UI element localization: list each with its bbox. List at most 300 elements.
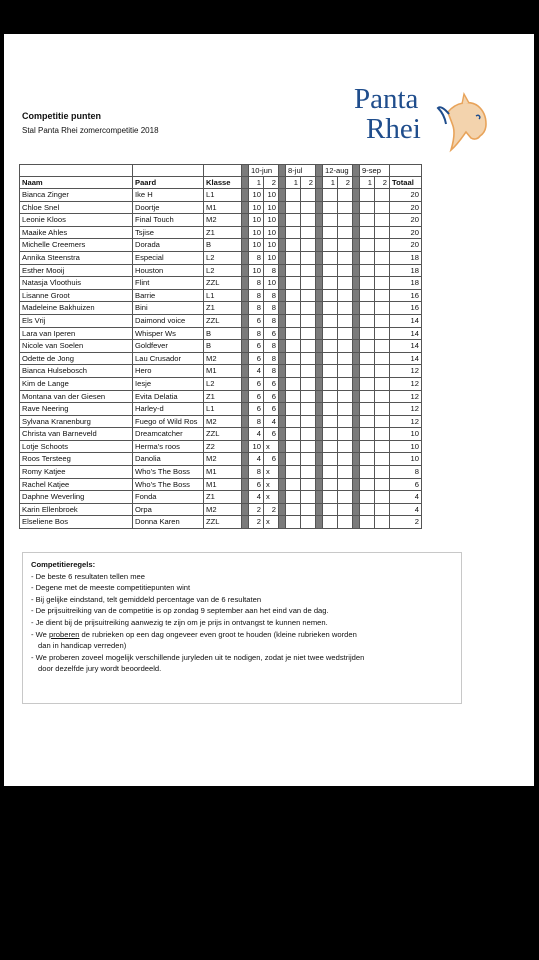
score-test-2	[301, 314, 316, 327]
score-test-2	[375, 201, 390, 214]
score-test-1	[286, 365, 301, 378]
score-test-1	[323, 214, 338, 227]
column-header-class: Klasse	[204, 177, 242, 189]
rider-name: Annika Steenstra	[20, 251, 133, 264]
score-test-1	[360, 251, 375, 264]
score-test-1	[323, 189, 338, 202]
score-test-1	[286, 289, 301, 302]
score-test-2: 8	[264, 365, 279, 378]
score-test-1	[286, 251, 301, 264]
round-separator	[279, 390, 286, 403]
total-points: 12	[390, 415, 422, 428]
round-separator	[316, 189, 323, 202]
score-test-1: 8	[249, 251, 264, 264]
horse-head-icon	[438, 94, 486, 150]
test-number: 1	[249, 177, 264, 189]
score-test-1	[286, 214, 301, 227]
round-separator	[316, 403, 323, 416]
rider-name: Natasja Vloothuis	[20, 277, 133, 290]
class-level: L2	[204, 377, 242, 390]
score-test-2	[301, 415, 316, 428]
round-separator	[242, 302, 249, 315]
table-row	[20, 327, 422, 340]
score-test-2	[375, 415, 390, 428]
total-points: 20	[390, 214, 422, 227]
score-test-2	[338, 201, 353, 214]
score-test-1	[360, 264, 375, 277]
score-test-1	[323, 277, 338, 290]
horse-name: Tsjise	[133, 226, 204, 239]
score-test-2	[375, 314, 390, 327]
score-test-1	[286, 277, 301, 290]
round-separator	[242, 352, 249, 365]
total-points: 12	[390, 365, 422, 378]
score-test-2	[301, 302, 316, 315]
horse-name: Final Touch	[133, 214, 204, 227]
round-separator	[353, 390, 360, 403]
horse-name: Who's The Boss	[133, 466, 204, 479]
table-row	[20, 189, 422, 202]
horse-name: Ike H	[133, 189, 204, 202]
score-test-1	[323, 226, 338, 239]
score-test-2	[338, 478, 353, 491]
score-test-2	[375, 466, 390, 479]
rider-name: Esther Mooij	[20, 264, 133, 277]
table-row	[20, 503, 422, 516]
table-row	[20, 264, 422, 277]
score-test-2	[375, 289, 390, 302]
round-separator	[316, 314, 323, 327]
score-test-1	[286, 466, 301, 479]
horse-name: Orpa	[133, 503, 204, 516]
rule-line: dan in handicap verreden)	[38, 641, 127, 651]
round-separator	[279, 365, 286, 378]
score-test-2	[375, 403, 390, 416]
score-test-1: 6	[249, 352, 264, 365]
competition-table	[19, 164, 422, 529]
score-test-1	[323, 239, 338, 252]
table-row	[20, 289, 422, 302]
score-test-2	[301, 478, 316, 491]
round-separator	[279, 177, 286, 189]
table-row	[20, 377, 422, 390]
total-points: 16	[390, 302, 422, 315]
horse-name: Fuego of Wild Ros	[133, 415, 204, 428]
table-row	[20, 277, 422, 290]
score-test-1	[286, 226, 301, 239]
score-test-2	[338, 377, 353, 390]
score-test-2	[338, 189, 353, 202]
rider-name: Romy Katjee	[20, 466, 133, 479]
round-separator	[316, 277, 323, 290]
score-test-2	[301, 327, 316, 340]
class-level: M1	[204, 365, 242, 378]
score-test-1	[360, 314, 375, 327]
score-test-1	[286, 390, 301, 403]
score-test-2: 6	[264, 327, 279, 340]
rule-line: - De prijsuitreiking van de competitie is op zondag 9 september aan het eind van de dag.	[31, 606, 329, 616]
horse-name: Evita Delatia	[133, 390, 204, 403]
score-test-1: 4	[249, 428, 264, 441]
rider-name: Odette de Jong	[20, 352, 133, 365]
score-test-2	[301, 390, 316, 403]
round-separator	[242, 491, 249, 504]
rider-name: Montana van der Giesen	[20, 390, 133, 403]
round-separator	[353, 478, 360, 491]
score-test-1	[286, 302, 301, 315]
score-test-2	[375, 226, 390, 239]
rider-name: Rachel Katjee	[20, 478, 133, 491]
rider-name: Roos Tersteeg	[20, 453, 133, 466]
horse-name: Whisper Ws	[133, 327, 204, 340]
round-separator	[242, 365, 249, 378]
score-test-2	[338, 226, 353, 239]
round-separator	[353, 165, 360, 177]
score-test-1	[286, 264, 301, 277]
round-separator	[316, 239, 323, 252]
round-separator	[279, 314, 286, 327]
round-separator	[316, 302, 323, 315]
rider-name: Rave Neering	[20, 403, 133, 416]
rule-text: de rubrieken op een dag ongeveer even groot te houden (kleine rubrieken worden	[79, 629, 357, 639]
table-row	[20, 415, 422, 428]
score-test-2	[375, 277, 390, 290]
round-separator	[353, 277, 360, 290]
score-test-2	[301, 466, 316, 479]
score-test-2	[338, 403, 353, 416]
score-test-1	[323, 516, 338, 529]
score-test-2: 8	[264, 340, 279, 353]
round-separator	[279, 516, 286, 529]
round-separator	[279, 453, 286, 466]
table-row	[20, 403, 422, 416]
score-test-1	[286, 428, 301, 441]
round-separator	[353, 226, 360, 239]
column-header-total: Totaal	[390, 177, 422, 189]
score-test-1	[323, 201, 338, 214]
score-test-2	[338, 491, 353, 504]
class-level: ZZL	[204, 314, 242, 327]
score-test-1: 2	[249, 503, 264, 516]
round-separator	[242, 503, 249, 516]
score-test-1	[286, 403, 301, 416]
score-test-2	[375, 302, 390, 315]
table-row	[20, 226, 422, 239]
score-test-1: 4	[249, 365, 264, 378]
total-points: 20	[390, 201, 422, 214]
score-test-1: 6	[249, 478, 264, 491]
round-separator	[353, 251, 360, 264]
score-test-2: 10	[264, 251, 279, 264]
score-test-2	[375, 377, 390, 390]
score-test-1	[323, 466, 338, 479]
score-test-1	[323, 377, 338, 390]
round-separator	[316, 415, 323, 428]
round-separator	[353, 516, 360, 529]
rider-name: Lisanne Groot	[20, 289, 133, 302]
rules-heading: Competitieregels:	[31, 560, 96, 569]
score-test-2	[301, 440, 316, 453]
score-test-1: 8	[249, 327, 264, 340]
round-separator	[353, 365, 360, 378]
score-test-2	[338, 327, 353, 340]
score-test-2	[301, 277, 316, 290]
horse-name: Goldfever	[133, 340, 204, 353]
page-subtitle: Stal Panta Rhei zomercompetitie 2018	[22, 126, 159, 135]
score-test-1: 6	[249, 390, 264, 403]
score-test-1: 6	[249, 314, 264, 327]
score-test-1	[323, 327, 338, 340]
score-test-2: 2	[264, 503, 279, 516]
score-test-1	[360, 277, 375, 290]
round-separator	[316, 377, 323, 390]
round-separator	[242, 415, 249, 428]
class-level: M1	[204, 466, 242, 479]
score-test-1	[323, 264, 338, 277]
round-separator	[242, 440, 249, 453]
rider-name: Michelle Creemers	[20, 239, 133, 252]
round-separator	[353, 340, 360, 353]
round-separator	[279, 491, 286, 504]
rule-text: - We	[31, 629, 50, 639]
score-test-1: 10	[249, 440, 264, 453]
score-test-2: 6	[264, 453, 279, 466]
score-test-2	[301, 264, 316, 277]
score-test-2: x	[264, 491, 279, 504]
table-row	[20, 239, 422, 252]
score-test-2: 10	[264, 214, 279, 227]
score-test-1	[323, 251, 338, 264]
score-test-2: 8	[264, 289, 279, 302]
class-level: L2	[204, 264, 242, 277]
header-blank	[390, 165, 422, 177]
score-test-1	[286, 327, 301, 340]
round-separator	[316, 478, 323, 491]
table-row	[20, 466, 422, 479]
rider-name: Elseliene Bos	[20, 516, 133, 529]
class-level: M2	[204, 415, 242, 428]
score-test-1: 8	[249, 415, 264, 428]
round-separator	[242, 239, 249, 252]
score-test-2	[301, 428, 316, 441]
horse-name: Iesje	[133, 377, 204, 390]
round-separator	[242, 251, 249, 264]
class-level: L1	[204, 189, 242, 202]
score-test-1	[286, 189, 301, 202]
horse-name: Houston	[133, 264, 204, 277]
column-header-horse: Paard	[133, 177, 204, 189]
rule-line: - De beste 6 resultaten tellen mee	[31, 571, 145, 581]
round-separator	[353, 302, 360, 315]
round-separator	[353, 377, 360, 390]
score-test-1	[323, 453, 338, 466]
score-test-2	[338, 239, 353, 252]
score-test-2	[375, 478, 390, 491]
score-test-1: 8	[249, 466, 264, 479]
score-test-2	[375, 365, 390, 378]
class-level: Z1	[204, 302, 242, 315]
score-test-1: 10	[249, 189, 264, 202]
rules-box	[22, 552, 462, 704]
header-row-dates	[20, 165, 422, 177]
score-test-1	[323, 340, 338, 353]
score-test-2	[338, 302, 353, 315]
score-test-1	[360, 302, 375, 315]
score-test-1	[323, 365, 338, 378]
score-test-2	[375, 516, 390, 529]
score-test-2	[338, 251, 353, 264]
round-separator	[353, 289, 360, 302]
score-test-1	[360, 403, 375, 416]
score-test-1: 8	[249, 277, 264, 290]
class-level: B	[204, 239, 242, 252]
round-separator	[353, 201, 360, 214]
class-level: Z1	[204, 226, 242, 239]
round-separator	[279, 189, 286, 202]
score-test-2: 10	[264, 189, 279, 202]
horse-name: Bini	[133, 302, 204, 315]
score-test-2: x	[264, 466, 279, 479]
rule-line: - Bij gelijke eindstand, telt gemiddeld percentage van de 6 resultaten	[31, 594, 262, 604]
round-separator	[279, 239, 286, 252]
round-separator	[279, 289, 286, 302]
score-test-1	[360, 478, 375, 491]
score-test-2: 10	[264, 226, 279, 239]
round-separator	[242, 377, 249, 390]
score-test-2	[375, 503, 390, 516]
score-test-2	[375, 214, 390, 227]
round-separator	[242, 201, 249, 214]
round-separator	[242, 264, 249, 277]
score-test-1	[360, 365, 375, 378]
score-test-1	[323, 428, 338, 441]
score-test-1	[286, 503, 301, 516]
round-separator	[316, 264, 323, 277]
total-points: 20	[390, 189, 422, 202]
round-separator	[279, 352, 286, 365]
rider-name: Kim de Lange	[20, 377, 133, 390]
round-separator	[279, 340, 286, 353]
score-test-2	[301, 289, 316, 302]
total-points: 12	[390, 403, 422, 416]
round-separator	[279, 201, 286, 214]
score-test-1	[360, 289, 375, 302]
test-number: 2	[301, 177, 316, 189]
score-test-2	[375, 428, 390, 441]
round-separator	[316, 327, 323, 340]
score-test-2	[338, 340, 353, 353]
score-test-2	[301, 403, 316, 416]
score-test-2	[301, 453, 316, 466]
score-test-2	[375, 340, 390, 353]
rider-name: Sylvana Kranenburg	[20, 415, 133, 428]
round-separator	[279, 277, 286, 290]
horse-name: Danolia	[133, 453, 204, 466]
horse-name: Daimond voice	[133, 314, 204, 327]
total-points: 14	[390, 327, 422, 340]
round-separator	[242, 390, 249, 403]
total-points: 2	[390, 516, 422, 529]
test-number: 2	[375, 177, 390, 189]
class-level: Z2	[204, 440, 242, 453]
score-test-2: 4	[264, 415, 279, 428]
round-separator	[353, 453, 360, 466]
score-test-2	[375, 491, 390, 504]
round-date: 12-aug	[323, 165, 353, 177]
score-test-2: 6	[264, 377, 279, 390]
rider-name: Maaike Ahles	[20, 226, 133, 239]
total-points: 4	[390, 503, 422, 516]
total-points: 4	[390, 491, 422, 504]
horse-name: Hero	[133, 365, 204, 378]
round-separator	[242, 214, 249, 227]
rule-line: door dezelfde jury wordt beoordeeld.	[38, 664, 162, 674]
logo-text-panta: Panta	[354, 83, 419, 115]
round-separator	[316, 365, 323, 378]
rule-line: - We proberen zoveel mogelijk verschillende juryleden uit te nodigen, zodat je niet twee wedstrijden	[31, 652, 365, 662]
score-test-1: 2	[249, 516, 264, 529]
score-test-2: x	[264, 440, 279, 453]
score-test-2	[375, 453, 390, 466]
class-level: M2	[204, 503, 242, 516]
score-test-1	[360, 466, 375, 479]
total-points: 18	[390, 264, 422, 277]
score-test-2	[375, 239, 390, 252]
class-level: M2	[204, 352, 242, 365]
score-test-2	[338, 453, 353, 466]
score-test-2	[338, 214, 353, 227]
column-header-name: Naam	[20, 177, 133, 189]
round-separator	[242, 314, 249, 327]
round-separator	[353, 264, 360, 277]
round-separator	[316, 165, 323, 177]
round-separator	[242, 289, 249, 302]
class-level: ZZL	[204, 516, 242, 529]
score-test-1	[360, 377, 375, 390]
round-separator	[316, 352, 323, 365]
rider-name: Lara van Iperen	[20, 327, 133, 340]
total-points: 18	[390, 277, 422, 290]
round-separator	[242, 226, 249, 239]
horse-name: Who's The Boss	[133, 478, 204, 491]
score-test-1: 10	[249, 201, 264, 214]
score-test-2: 10	[264, 201, 279, 214]
round-separator	[242, 466, 249, 479]
table-row	[20, 214, 422, 227]
test-number: 2	[264, 177, 279, 189]
score-test-1	[360, 340, 375, 353]
total-points: 14	[390, 340, 422, 353]
round-date: 8-jul	[286, 165, 316, 177]
horse-name: Fonda	[133, 491, 204, 504]
total-points: 20	[390, 239, 422, 252]
rule-line	[31, 629, 453, 641]
horse-name: Especial	[133, 251, 204, 264]
score-test-1	[360, 415, 375, 428]
score-test-2	[301, 226, 316, 239]
score-test-2	[301, 340, 316, 353]
score-test-2	[338, 289, 353, 302]
score-test-1	[323, 503, 338, 516]
table-row	[20, 440, 422, 453]
score-test-1	[360, 453, 375, 466]
score-test-2	[301, 491, 316, 504]
round-separator	[353, 440, 360, 453]
score-test-1	[323, 302, 338, 315]
page-title: Competitie punten	[22, 111, 101, 121]
score-test-2: 6	[264, 390, 279, 403]
horse-name: Dreamcatcher	[133, 428, 204, 441]
